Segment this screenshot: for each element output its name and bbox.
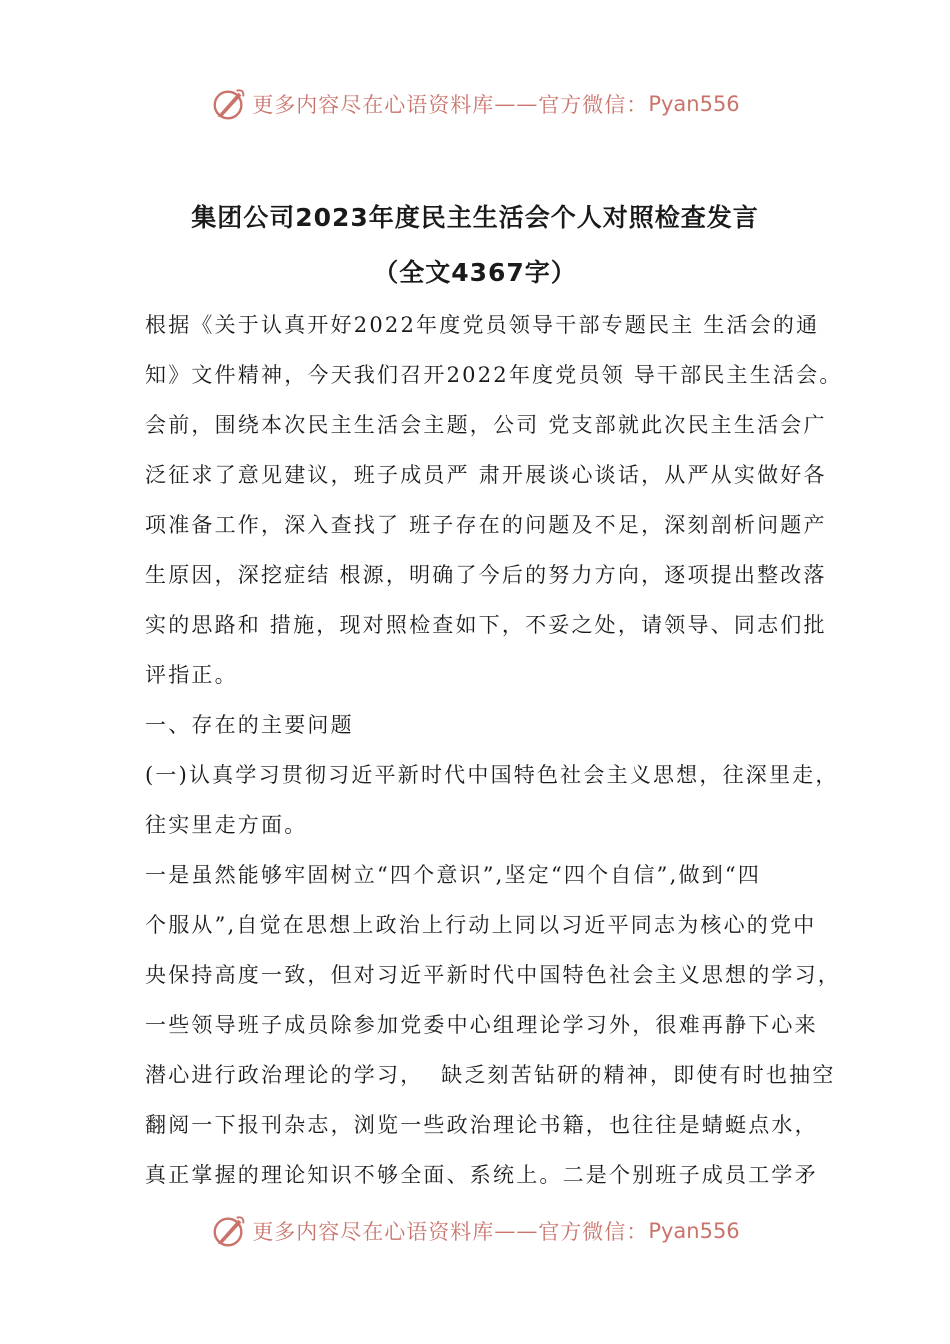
subsection-heading: (一)认真学习贯彻习近平新时代中国特色社会主义思想，往深里走， [145, 763, 839, 787]
watermark-separator: —— [494, 92, 539, 116]
watermark-brand: 更多内容尽在心语资料库 [252, 1220, 495, 1244]
body-line: 评指正。 [145, 663, 238, 687]
body-line: 生原因，深挖症结 根源，明确了今后的努力方向，逐项提出整改落 [145, 563, 827, 587]
body-line: 潜心进行政治理论的学习， 缺乏刻苦钻研的精神，即使有时也抽空 [145, 1063, 836, 1087]
body-line: 一些领导班子成员除参加党委中心组理论学习外，很难再静下心来 [145, 1013, 818, 1037]
watermark-brand: 更多内容尽在心语资料库 [252, 93, 495, 117]
watermark-wechat-id: Pyan556 [648, 92, 740, 116]
body-line: 根据《关于认真开好2022年度党员领导干部专题民主 生活会的通 [145, 313, 820, 337]
body-line: 翻阅一下报刊杂志，浏览一些政治理论书籍，也往往是蜻蜓点水， [145, 1113, 818, 1137]
body-line: 知》文件精神，今天我们召开2022年度党员领 导干部民主生活会。 [145, 363, 843, 387]
quill-pen-logo-icon [210, 1212, 248, 1250]
section-heading: 一、存在的主要问题 [145, 713, 354, 737]
body-line: 真正掌握的理论知识不够全面、系统上。二是个别班子成员工学矛 [145, 1163, 818, 1187]
body-line: 泛征求了意见建议，班子成员严 肃开展谈心谈话，从严从实做好各 [145, 463, 827, 487]
document-body [145, 300, 843, 1200]
subsection-heading-cont: 往实里走方面。 [145, 813, 308, 837]
body-line: 项准备工作，深入查找了 班子存在的问题及不足，深刻剖析问题产 [145, 513, 827, 537]
body-line: 个服从”,自觉在思想上政治上行动上同以习近平同志为核心的党中 [145, 913, 817, 937]
body-line: 央保持高度一致，但对习近平新时代中国特色社会主义思想的学习， [145, 963, 841, 987]
watermark-wechat-label: 官方微信： [538, 93, 649, 117]
footer-watermark-banner [0, 1209, 950, 1253]
header-watermark-banner [0, 82, 950, 126]
watermark-wechat-id: Pyan556 [648, 1219, 740, 1243]
body-line: 一是虽然能够牢固树立“四个意识”,坚定“四个自信”,做到“四 [145, 863, 762, 887]
document-title: 集团公司2023年度民主生活会个人对照检查发言 [191, 203, 759, 232]
document-subtitle: （全文4367字） [373, 258, 577, 287]
body-line: 会前，围绕本次民主生活会主题，公司 党支部就此次民主生活会广 [145, 413, 827, 437]
body-line: 实的思路和 措施，现对照检查如下，不妥之处，请领导、同志们批 [145, 613, 827, 637]
watermark-wechat-label: 官方微信： [538, 1220, 649, 1244]
quill-pen-logo-icon [210, 85, 248, 123]
watermark-separator: —— [494, 1219, 539, 1243]
